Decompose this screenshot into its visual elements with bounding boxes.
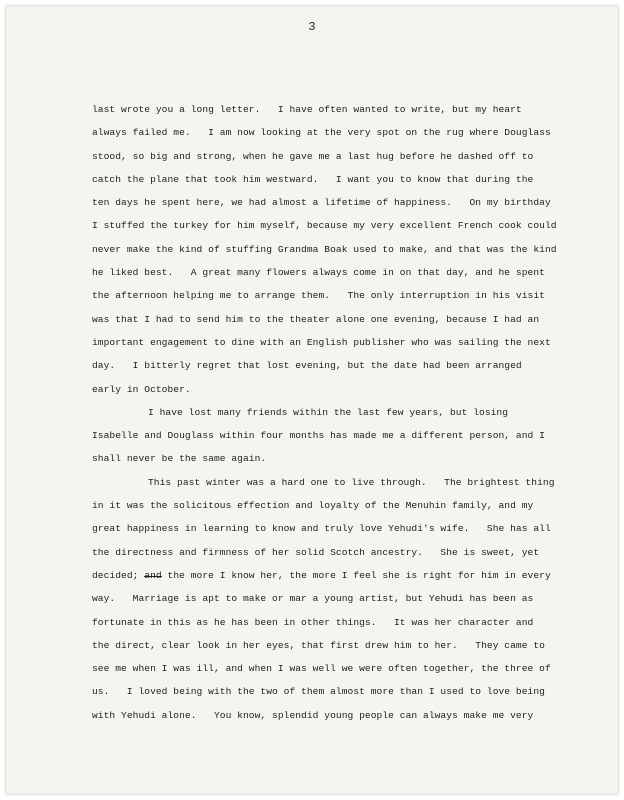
text-line: important engagement to dine with an English publisher who was sailing the next xyxy=(92,336,551,348)
text-line: the direct, clear look in her eyes, that first drew him to her. They came to xyxy=(92,639,545,651)
text-line: last wrote you a long letter. I have often wanted to write, but my heart xyxy=(92,104,522,115)
text-line: ten days he spent here, we had almost a lifetime of happiness. On my birthday xyxy=(92,197,551,209)
struck-out-word: and xyxy=(144,569,162,581)
text-line: shall never be the same again. xyxy=(92,453,267,465)
text-line: the afternoon helping me to arrange them. The only interruption in his visit xyxy=(92,290,545,302)
text-line: day. I bitterly regret that lost evening, but the date had been arranged xyxy=(92,360,522,372)
page-number: 3 xyxy=(308,20,316,34)
text-line: he liked best. A great many flowers always come in on that day, and he spent xyxy=(92,267,545,279)
text-line: I stuffed the turkey for him myself, because my very excellent French cook could xyxy=(92,220,557,232)
text-line: see me when I was ill, and when I was well we were often together, the three of xyxy=(92,663,551,675)
text-line: This past winter was a hard one to live through. The brightest thing xyxy=(148,476,555,488)
text-line: was that I had to send him to the theater alone one evening, because I had an xyxy=(92,313,540,325)
letter-body xyxy=(92,98,592,727)
text-line: catch the plane that took him westward. I want you to know that during the xyxy=(92,173,534,185)
text-line: great happiness in learning to know and truly love Yehudi's wife. She has all xyxy=(92,523,551,535)
text-line-with-strikeout xyxy=(92,564,592,587)
text-line: I have lost many friends within the last few years, but losing xyxy=(148,406,509,418)
text-line: us. I loved being with the two of them almost more than I used to love being xyxy=(92,686,545,698)
text-line: fortunate in this as he has been in other things. It was her character and xyxy=(92,616,534,628)
text-fragment: decided; xyxy=(92,569,139,581)
text-line: with Yehudi alone. You know, splendid young people can always make me very xyxy=(92,709,534,721)
text-line: in it was the solicitous effection and loyalty of the Menuhin family, and my xyxy=(92,500,534,512)
text-line: never make the kind of stuffing Grandma Boak used to make, and that was the kind xyxy=(92,243,557,255)
text-line: Isabelle and Douglass within four months has made me a different person, and I xyxy=(92,430,545,442)
text-line: way. Marriage is apt to make or mar a young artist, but Yehudi has been as xyxy=(92,593,534,605)
text-line: the directness and firmness of her solid Scotch ancestry. She is sweet, yet xyxy=(92,546,540,558)
text-line: early in October. xyxy=(92,383,191,395)
text-line: stood, so big and strong, when he gave me a last hug before he dashed off to xyxy=(92,150,534,162)
text-line: always failed me. I am now looking at the very spot on the rug where Douglass xyxy=(92,127,551,139)
text-fragment: the more I know her, the more I feel she is right for him in every xyxy=(161,569,551,581)
